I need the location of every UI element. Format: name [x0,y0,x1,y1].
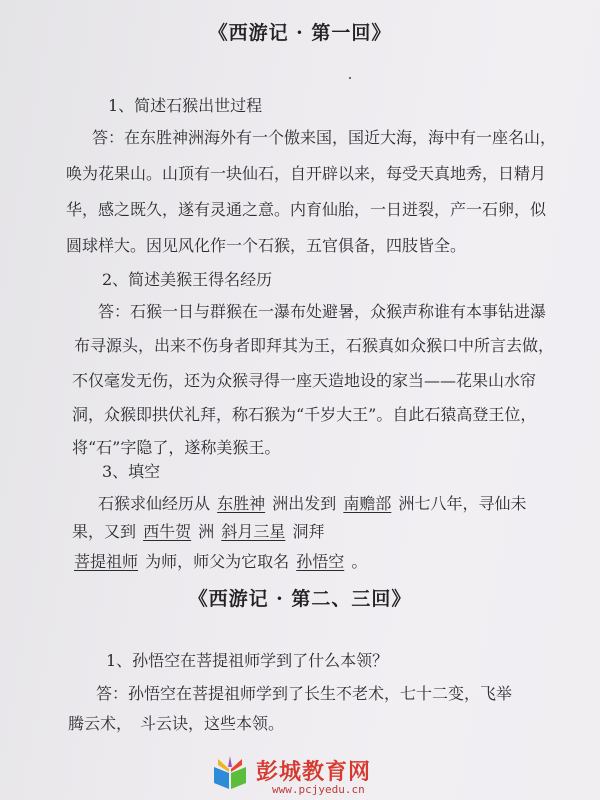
section1-q2-answer-line: 布寻源头，出来不伤身者即拜其为王，石猴真如众猴口中所言去做， [74,336,555,355]
fill-blank-answer: 西牛贺 [143,522,192,541]
fill-text: 为师，师父为它取名 [145,552,290,571]
watermark-url: www.pcjyedu.cn [272,783,365,796]
fill-text: 洲 [198,522,215,541]
fill-text: 洞拜 [292,522,325,541]
fill-blank-line-3 [72,552,367,572]
ink-dot [349,77,351,79]
section1-q2-heading: 2、简述美猴王得名经历 [102,270,273,289]
fill-blank-answer: 东胜神 [217,494,266,513]
fill-blank-line-2 [72,522,324,542]
section2-title: 《西游记 · 第二、三回》 [188,588,412,610]
section1-q1-answer-line: 答：在东胜神洲海外有一个傲来国，国近大海，海中有一座名山， [92,128,557,147]
fill-blank-line-1 [98,494,526,514]
section1-q2-answer-line: 洞，众猴即拱伏礼拜，称石猴为“千岁大王”。自此石猿高登王位， [72,405,537,424]
fill-text: 石猴求仙经历从 [98,494,211,513]
fill-text: 果，又到 [72,522,137,541]
section2-q1-answer-line: 答：孙悟空在菩提祖师学到了长生不老术，七十二变，飞举 [96,684,513,703]
watermark-name: 彭城教育网 [256,760,372,785]
fill-text: 洲七八年，寻仙未 [398,494,527,513]
fill-text: 洲出发到 [272,494,337,513]
section1-q2-answer-line: 答：石猴一日与群猴在一瀑布处避暑，众猴声称谁有本事钻进瀑 [98,302,547,321]
fill-text: 。 [351,552,368,571]
section1-q1-answer-line: 华，感之既久，遂有灵通之意。内育仙胎，一日迸裂，产一石卵，似 [66,200,547,219]
section1-q2-answer-line: 不仅毫发无伤，还为众猴寻得一座天造地设的家当——花果山水帘 [72,371,537,390]
section1-q1-heading: 1、简述石猴出世过程 [108,96,263,115]
section2-q1-heading: 1、孙悟空在菩提祖师学到了什么本领？ [106,651,389,670]
section1-q1-answer-line: 圆球样大。因见风化作一个石猴，五官俱备，四肢皆全。 [66,236,467,255]
fill-blank-answer: 孙悟空 [296,552,345,571]
watermark-logo [212,755,402,797]
section1-q3-heading: 3、填空 [102,462,161,481]
section1-title: 《西游记 · 第一回》 [208,22,392,44]
book-logo-icon [212,755,248,791]
fill-blank-answer: 南赡部 [343,494,392,513]
fill-blank-answer: 斜月三星 [221,522,286,541]
fill-blank-answer: 菩提祖师 [74,552,139,571]
section1-q1-answer-line: 唤为花果山。山顶有一块仙石，自开辟以来，每受天真地秀，日精月 [66,164,547,183]
section2-q1-answer-line: 腾云术， 斗云诀，这些本领。 [68,714,285,733]
section1-q2-answer-line: 将“石”字隐了，遂称美猴王。 [72,438,281,457]
